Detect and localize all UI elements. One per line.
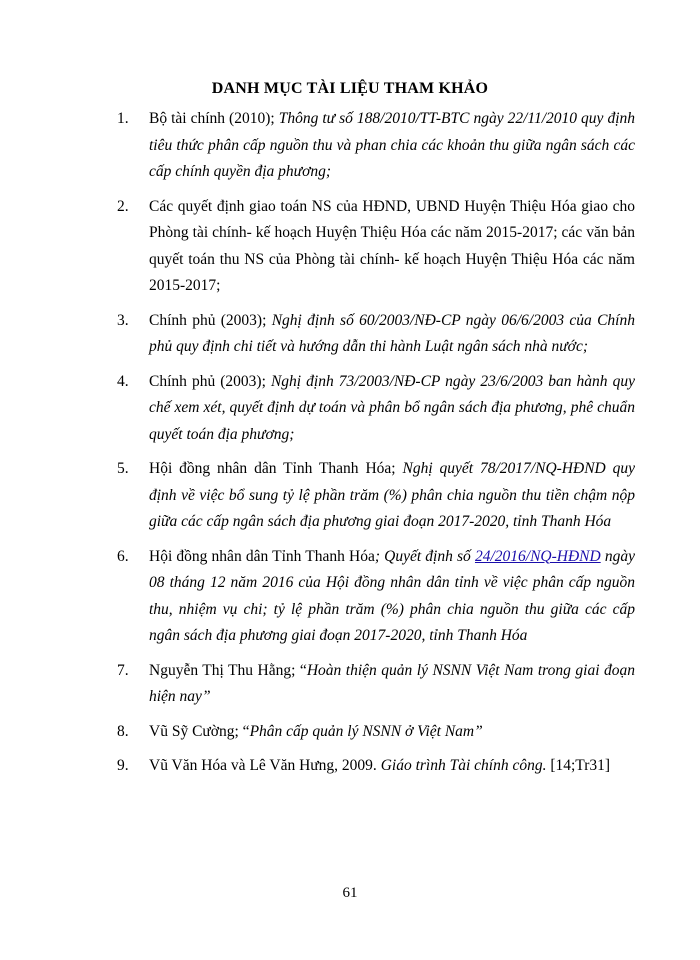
document-title: DANH MỤC TÀI LIỆU THAM KHẢO (211, 80, 489, 97)
reference-number: 3. (117, 311, 129, 329)
reference-author: Hội đồng nhân dân Tỉnh Thanh Hóa (149, 547, 375, 565)
reference-item (117, 456, 635, 536)
reference-item (117, 658, 635, 711)
reference-author: Nguyễn Thị Thu Hằng; “ (149, 661, 307, 679)
reference-author: Hội đồng nhân dân Tỉnh Thanh Hóa; (149, 460, 396, 477)
reference-number: 7. (117, 661, 129, 679)
reference-item (117, 544, 635, 650)
reference-number: 8. (117, 722, 129, 740)
reference-author: Vũ Sỹ Cường; “ (149, 722, 250, 740)
reference-number: 2. (117, 197, 129, 215)
reference-author: Bộ tài chính (2010); (149, 110, 275, 127)
reference-title-pre: ; Quyết định số (374, 547, 475, 565)
reference-number: 5. (117, 460, 129, 477)
reference-number: 1. (117, 110, 129, 127)
reference-title: Hoàn thiện quản lý NSNN Việt Nam trong giai đoạn hiện nay” (149, 661, 636, 705)
reference-item (117, 194, 635, 300)
reference-text: Các quyết định giao toán NS của HĐND, UBND Huyện Thiệu Hóa giao cho Phòng tài chính- kế hoạch Huyện Thiệu Hóa các năm 2015-2017; các văn bản quyết toán thu NS của Phòng tài chính- kế hoạch Huyện Thiệu Hóa các năm 2015-2017; (149, 197, 635, 294)
reference-title: Nghị định số 60/2003/NĐ-CP ngày 06/6/2003 của Chính phủ quy định chi tiết và hướng dẫn thi hành Luật ngân sách nhà nước; (149, 311, 635, 355)
reference-number: 9. (117, 757, 129, 774)
reference-title-post: ngày 08 tháng 12 năm 2016 của Hội đồng nhân dân tỉnh về việc phân cấp nguồn thu, nhiệm vụ chi; tỷ lệ phần trăm (%) phân chia nguồn thu giữa các cấp ngân sách địa phương giai đoạn 2017-2020, tỉnh Thanh Hóa (149, 547, 635, 644)
reference-title: Nghị định 73/2003/NĐ-CP ngày 23/6/2003 ban hành quy chế xem xét, quyết định dự toán và phân bổ ngân sách địa phương, phê chuẩn quyết toán địa phương; (149, 372, 635, 443)
reference-title: Giáo trình Tài chính công. (380, 757, 547, 774)
reference-author: Chính phủ (2003); (149, 311, 267, 329)
reference-list (117, 106, 635, 788)
reference-number: 6. (117, 547, 129, 565)
reference-number: 4. (117, 372, 129, 390)
reference-title: Phân cấp quản lý NSNN ở Việt Nam” (249, 722, 483, 740)
reference-item (117, 308, 635, 361)
reference-item (117, 753, 635, 780)
reference-item (117, 106, 635, 186)
reference-suffix: [14;Tr31] (546, 757, 611, 774)
reference-author: Chính phủ (2003); (149, 372, 266, 390)
reference-item (117, 719, 635, 746)
reference-link[interactable]: 24/2016/NQ-HĐND (474, 547, 601, 565)
reference-item (117, 369, 635, 449)
reference-title: Thông tư số 188/2010/TT-BTC ngày 22/11/2010 quy định tiêu thức phân cấp nguồn thu và phan chia các khoản thu giữa ngân sách các cấp chính quyền địa phương; (149, 110, 635, 180)
page-number: 61 (342, 885, 358, 901)
reference-title: Nghị quyết 78/2017/NQ-HĐND quy định về việc bổ sung tỷ lệ phần trăm (%) phân chia nguồn thu tiền chậm nộp giữa các cấp ngân sách địa phương giai đoạn 2017-2020, tỉnh Thanh Hóa (149, 460, 635, 530)
reference-author: Vũ Văn Hóa và Lê Văn Hưng, 2009. (149, 757, 381, 774)
